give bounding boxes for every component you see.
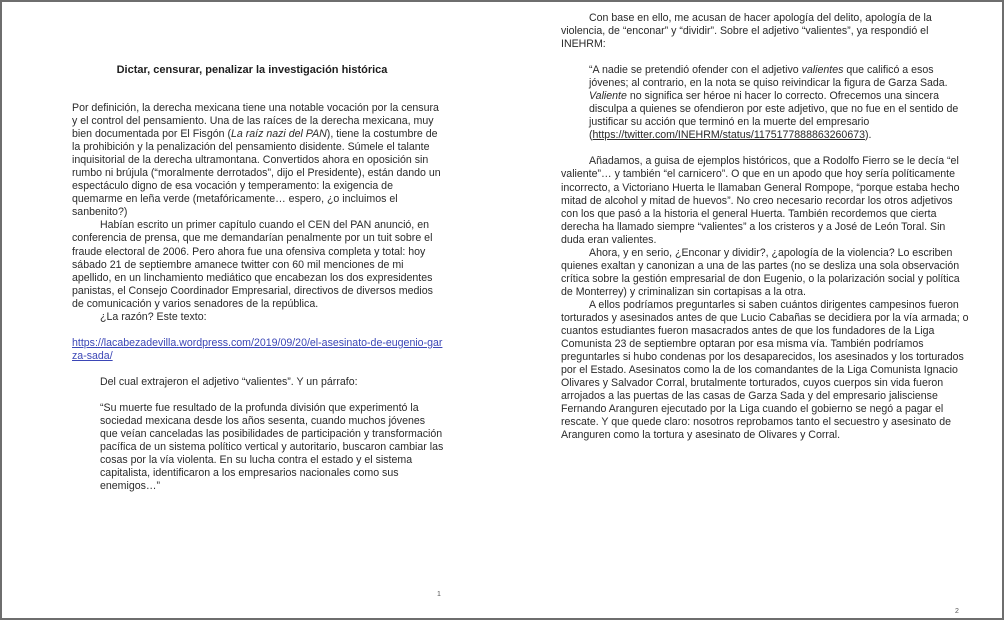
page-number: 2: [955, 608, 959, 615]
wordpress-article-link[interactable]: https://lacabezadevilla.wordpress.com/2019/09/20/el-asesinato-de-eugenio-garza-sada/: [72, 336, 443, 362]
paragraph-text: ), tiene la costumbre de la prohibición y la penalización del pensamiento disidente. Súmele el talante inquisitorial de la derecha ultramontana. Convertidos ahora en oposición sin rumbo ni brújula (“moralmente derrotados”, dijo el Presidente), están dando un espectáculo digno de esa vocación y temperamento: la exigencia de quemarme en leña verde (metafóricamente… espero, ¿o incluimos el sanbenito?): [72, 128, 441, 219]
page-2: [502, 2, 1002, 618]
paragraph-4: Del cual extrajeron el adjetivo “valientes”. Y un párrafo:: [100, 375, 358, 388]
paragraph-3: Ahora, y en serio, ¿Enconar y dividir?, ¿apología de la violencia? Lo escriben quienes exaltan y canonizan a una de las partes (no se desliza una sola observación crítica sobre la gestión empresarial de don Eugenio, o la polarización social y política de Monterrey) y criminalizan sin cortapisas a la otra.: [561, 246, 960, 298]
block-quote: [561, 64, 969, 142]
quote-emphasis: Valiente: [589, 90, 627, 103]
inehrm-tweet-link[interactable]: https://twitter.com/INEHRM/status/1175177888863260673: [592, 129, 865, 142]
paragraph-4: A ellos podríamos preguntarles si saben cuántos dirigentes campesinos fueron torturados y asesinados antes de que Lucio Cabañas se decidiera por la vía armada; o cuantos estudiantes fueron masacrados antes de que los fundadores de la Liga Comunista 23 de septiembre optaran por esa misma vía. También podríamos preguntarles si hubo condenas por los desaparecidos, los asesinados y los torturados por el Estado. Asesinatos como la de los comandantes de la Liga Comunista Ignacio Olivares y Salvador Corral, brutalmente torturados, cuyos cuerpos sin vida fueron arrojados a las puertas de las casas de Garza Sada y del empresario jalisciense Fernando Aranguren ejecutado por la Liga cuando el gobierno se negó a pagar el rescate. Y que quede claro: nosotros reprobamos tanto el secuestro y asesinato de Aranguren como la tortura y asesinato de Olivares y Corral.: [561, 298, 969, 442]
page-number: 1: [437, 591, 441, 598]
page-1-body: [72, 102, 444, 493]
quote-emphasis: valientes: [801, 64, 844, 77]
book-title: La raíz nazi del PAN: [231, 128, 327, 141]
paragraph-2: Añadamos, a guisa de ejemplos históricos, que a Rodolfo Fierro se le decía “el valiente”… y también “el carnicero”. O que en un apodo que hoy sería políticamente incorrecto, a Victoriano Huerta le llamaban General Rompope, “porque estaba hecho mitad de alcohol y mitad de huevos”. No creo necesario recordar los otros adjetivos con los que pasó a la historia el general Huerta. También recordemos que cierta derecha ha llamado siempre “valientes” a los cristeros y a José de León Toral. Sin duda eran valientes.: [561, 155, 960, 246]
paragraph-1: Con base en ello, me acusan de hacer apología del delito, apología de la violencia, de “enconar” y “dividir”. Sobre el adjetivo “valientes”, ya respondió el INEHRM:: [561, 12, 932, 51]
page-2-body: [561, 12, 969, 442]
quote-text: ).: [865, 129, 872, 142]
paragraph-text: Por definición, la derecha mexicana tiene una notable vocación por la censura y el control del pensamiento. Una de las raíces de la derecha mexicana, muy bien documentada por El Fisgón (: [72, 102, 439, 141]
paragraph-3: ¿La razón? Este texto:: [100, 310, 207, 323]
paragraph-1: [72, 102, 444, 219]
page-title: Dictar, censurar, penalizar la investigación histórica: [116, 64, 388, 76]
quote-text: que calificó a esos jóvenes; al contrario, en la nota se quiso reivindicar la figura de Garza Sada.: [589, 64, 948, 90]
block-quote: “Su muerte fue resultado de la profunda división que experimentó la sociedad mexicana desde los años sesenta, cuando muchos jóvenes que veían canceladas las posibilidades de participación y transformación pacífica de un sistema político vertical y autoritario, buscaron cambiar las cosas por la vía violenta. En su lucha contra el estado y el sistema capitalista, identificaron a los empresarios nacionales como sus enemigos…”: [100, 401, 444, 493]
paragraph-2: Habían escrito un primer capítulo cuando el CEN del PAN anunció, en conferencia de prensa, que me demandarían penalmente por un tuit sobre el fraude electoral de 2006. Pero ahora fue una ofensiva completa y total: hoy sábado 21 de septiembre amanece twitter con 60 mil menciones de mi apellido, en un linchamiento mediático que encabezan los dos expresidentes panistas, el Consejo Coordinador Empresarial, directivos de diversos medios de comunicación y varios senadores de la república.: [72, 219, 433, 310]
quote-text: “A nadie se pretendió ofender con el adjetivo: [589, 64, 802, 77]
quote-text: no significa ser héroe ni hacer lo correcto. Ofrecemos una sincera disculpa a quienes se ofendieron por este adjetivo, que no fue en el sentido de justificar su acción que terminó en la muerte del empresario (: [589, 90, 959, 142]
page-1: [2, 2, 502, 618]
